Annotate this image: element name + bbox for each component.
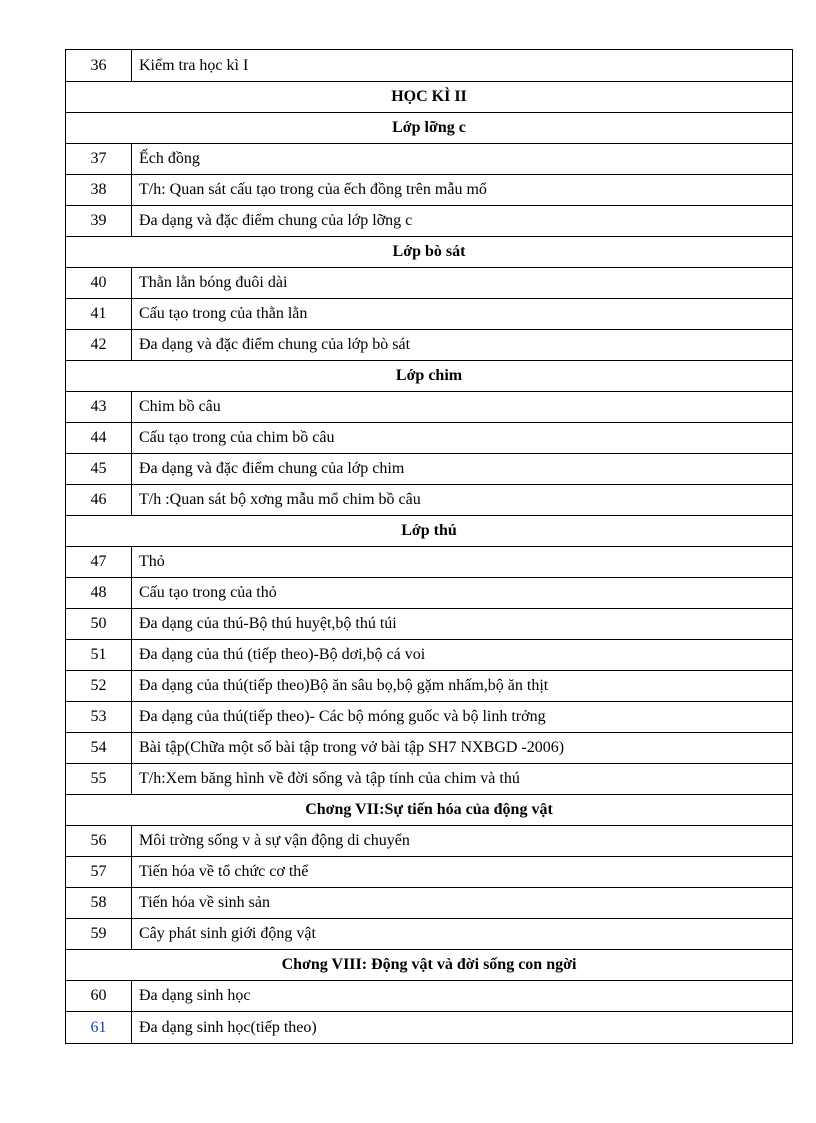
lesson-number: 53 [66, 702, 132, 733]
table-row [66, 206, 793, 237]
table-row [66, 888, 793, 919]
lesson-title: Môi trờng sống v à sự vận động di chuyển [132, 826, 793, 857]
table-row [66, 547, 793, 578]
lesson-title: T/h:Xem băng hình về đời sống và tập tính của chim và thú [132, 764, 793, 795]
lesson-number: 60 [66, 981, 132, 1012]
lesson-title: Đa dạng sinh học [132, 981, 793, 1012]
lesson-title: Kiểm tra học kì I [132, 50, 793, 82]
lesson-title: Cấu tạo trong của thằn lằn [132, 299, 793, 330]
table-row [66, 485, 793, 516]
table-row [66, 175, 793, 206]
lesson-title: Đa dạng và đặc điểm chung của lớp lỡng c [132, 206, 793, 237]
lesson-number: 38 [66, 175, 132, 206]
table-row [66, 764, 793, 795]
lesson-number: 57 [66, 857, 132, 888]
lesson-title: Đa dạng sinh học(tiếp theo) [132, 1012, 793, 1044]
lesson-number: 40 [66, 268, 132, 299]
lesson-number: 36 [66, 50, 132, 82]
table-row [66, 578, 793, 609]
table-row [66, 733, 793, 764]
table-body [66, 50, 793, 1044]
lesson-title: Đa dạng của thú(tiếp theo)Bộ ăn sâu bọ,bộ gặm nhấm,bộ ăn thịt [132, 671, 793, 702]
section-heading-row [66, 237, 793, 268]
lesson-title: Thỏ [132, 547, 793, 578]
lesson-title: Đa dạng và đặc điểm chung của lớp chim [132, 454, 793, 485]
section-heading: Lớp thú [66, 516, 793, 547]
lesson-number: 43 [66, 392, 132, 423]
lesson-title: Tiến hóa về tổ chức cơ thể [132, 857, 793, 888]
lesson-title: Cấu tạo trong của thỏ [132, 578, 793, 609]
lesson-number: 58 [66, 888, 132, 919]
section-heading: Lớp chim [66, 361, 793, 392]
lesson-number: 45 [66, 454, 132, 485]
lesson-title: T/h :Quan sát bộ xơng mẫu mổ chim bồ câu [132, 485, 793, 516]
lesson-number: 46 [66, 485, 132, 516]
lesson-title: T/h: Quan sát cấu tạo trong của ếch đồng trên mẫu mổ [132, 175, 793, 206]
lesson-title: Tiến hóa về sinh sản [132, 888, 793, 919]
lesson-number: 52 [66, 671, 132, 702]
table-row [66, 640, 793, 671]
lesson-title: Đa dạng của thú-Bộ thú huyệt,bộ thú túi [132, 609, 793, 640]
table-row [66, 981, 793, 1012]
lesson-number: 51 [66, 640, 132, 671]
section-heading-row [66, 82, 793, 113]
lesson-number: 61 [66, 1012, 132, 1044]
section-heading-row [66, 361, 793, 392]
lesson-title: Đa dạng và đặc điểm chung của lớp bò sát [132, 330, 793, 361]
lesson-number: 47 [66, 547, 132, 578]
lesson-number: 39 [66, 206, 132, 237]
curriculum-table [65, 49, 793, 1044]
table-row [66, 144, 793, 175]
section-heading: Chơng VII:Sự tiến hóa của động vật [66, 795, 793, 826]
lesson-number: 48 [66, 578, 132, 609]
table-row [66, 392, 793, 423]
lesson-title: Cây phát sinh giới động vật [132, 919, 793, 950]
table-row [66, 702, 793, 733]
table-row [66, 50, 793, 82]
lesson-number: 56 [66, 826, 132, 857]
table-row [66, 1012, 793, 1044]
lesson-number: 37 [66, 144, 132, 175]
table-row [66, 826, 793, 857]
section-heading-row [66, 516, 793, 547]
lesson-title: Bài tập(Chữa một số bài tập trong vở bài tập SH7 NXBGD -2006) [132, 733, 793, 764]
lesson-title: Cấu tạo trong của chim bồ câu [132, 423, 793, 454]
lesson-title: Đa dạng của thú (tiếp theo)-Bộ dơi,bộ cá voi [132, 640, 793, 671]
lesson-number: 55 [66, 764, 132, 795]
table-row [66, 919, 793, 950]
lesson-number: 50 [66, 609, 132, 640]
lesson-number: 41 [66, 299, 132, 330]
section-heading-row [66, 795, 793, 826]
table-row [66, 609, 793, 640]
lesson-number: 42 [66, 330, 132, 361]
lesson-title: Thằn lằn bóng đuôi dài [132, 268, 793, 299]
table-row [66, 330, 793, 361]
table-row [66, 268, 793, 299]
table-row [66, 423, 793, 454]
section-heading-row [66, 113, 793, 144]
lesson-number: 54 [66, 733, 132, 764]
section-heading: Lớp bò sát [66, 237, 793, 268]
lesson-title: Đa dạng của thú(tiếp theo)- Các bộ móng guốc và bộ linh trởng [132, 702, 793, 733]
lesson-number: 59 [66, 919, 132, 950]
table-row [66, 857, 793, 888]
lesson-number: 44 [66, 423, 132, 454]
section-heading: Lớp lỡng c [66, 113, 793, 144]
table-row [66, 299, 793, 330]
table-row [66, 671, 793, 702]
lesson-title: Ếch đồng [132, 144, 793, 175]
section-heading: HỌC KÌ II [66, 82, 793, 113]
table-row [66, 454, 793, 485]
section-heading-row [66, 950, 793, 981]
section-heading: Chơng VIII: Động vật và đời sống con ngời [66, 950, 793, 981]
lesson-title: Chim bồ câu [132, 392, 793, 423]
